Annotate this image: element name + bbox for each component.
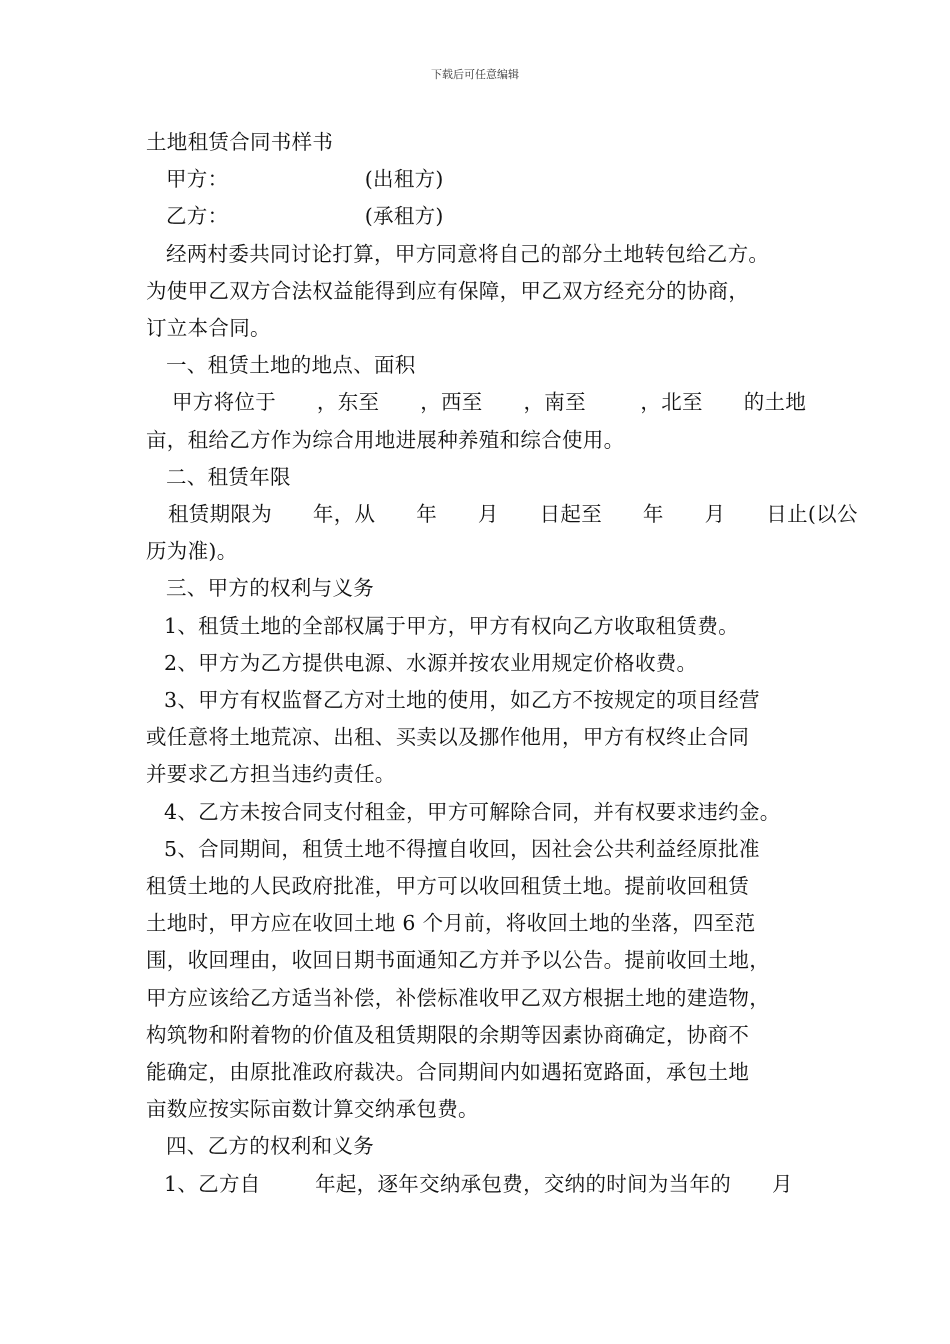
document-title: 土地租赁合同书样书 (146, 130, 334, 154)
section1-line: 亩，租给乙方作为综合用地进展种养殖和综合使用。 (146, 427, 625, 452)
section3-item-5-cont: 租赁土地的人民政府批准，甲方可以收回租赁土地。提前收回租赁 (146, 874, 750, 899)
intro-line: 订立本合同。 (146, 316, 271, 341)
section-heading-lease-term: 二、租赁年限 (166, 464, 291, 489)
section3-item-5-cont: 甲方应该给乙方适当补偿，补偿标准收甲乙双方根据土地的建造物， (146, 985, 770, 1010)
section3-item-5-cont: 围，收回理由，收回日期书面通知乙方并予以公告。提前收回土地， (146, 948, 770, 973)
intro-line: 为使甲乙双方合法权益能得到应有保障，甲乙双方经充分的协商， (146, 278, 750, 303)
section1-line: 甲方将位于 ，东至 ，西至 ，南至 ，北至 的土地 (172, 390, 807, 415)
section3-item-5: 5、合同期间，租赁土地不得擅自收回，因社会公共利益经原批准 (164, 836, 760, 861)
section3-item-5-cont: 构筑物和附着物的价值及租赁期限的余期等因素协商确定，协商不 (146, 1022, 750, 1047)
section3-item-5-cont: 能确定，由原批准政府裁决。合同期间内如遇拓宽路面，承包土地 (146, 1060, 750, 1085)
party-a-line: 甲方： (出租方) (166, 167, 444, 192)
section3-item-4: 4、乙方未按合同支付租金，甲方可解除合同，并有权要求违约金。 (164, 799, 781, 824)
section-heading-location-area: 一、租赁土地的地点、面积 (166, 353, 416, 378)
intro-line: 经两村委共同讨论打算，甲方同意将自己的部分土地转包给乙方。 (166, 241, 770, 266)
section3-item-3-cont: 或任意将土地荒凉、出租、买卖以及挪作他用，甲方有权终止合同 (146, 725, 750, 750)
section3-item-5-cont: 土地时，甲方应在收回土地 6 个月前，将收回土地的坐落，四至范 (146, 911, 756, 936)
section3-item-3: 3、甲方有权监督乙方对土地的使用，如乙方不按规定的项目经营 (164, 688, 760, 713)
contract-document (146, 124, 858, 1203)
section3-item-1: 1、租赁土地的全部权属于甲方，甲方有权向乙方收取租赁费。 (164, 613, 739, 638)
section3-item-5-cont: 亩数应按实际亩数计算交纳承包费。 (146, 1097, 479, 1122)
section2-line: 租赁期限为 年，从 年 月 日起至 年 月 日止(以公 (168, 502, 858, 527)
section2-line: 历为准)。 (146, 539, 238, 564)
section-heading-party-a-rights: 三、甲方的权利与义务 (166, 576, 374, 601)
section4-item-1: 1、乙方自 年起，逐年交纳承包费，交纳的时间为当年的 月 (164, 1171, 793, 1196)
section3-item-3-cont: 并要求乙方担当违约责任。 (146, 762, 396, 787)
section-heading-party-b-rights: 四、乙方的权利和义务 (166, 1134, 374, 1159)
page-header-note: 下载后可任意编辑 (431, 68, 519, 81)
party-b-line: 乙方： (承租方) (166, 204, 444, 229)
section3-item-2: 2、甲方为乙方提供电源、水源并按农业用规定价格收费。 (164, 650, 698, 675)
